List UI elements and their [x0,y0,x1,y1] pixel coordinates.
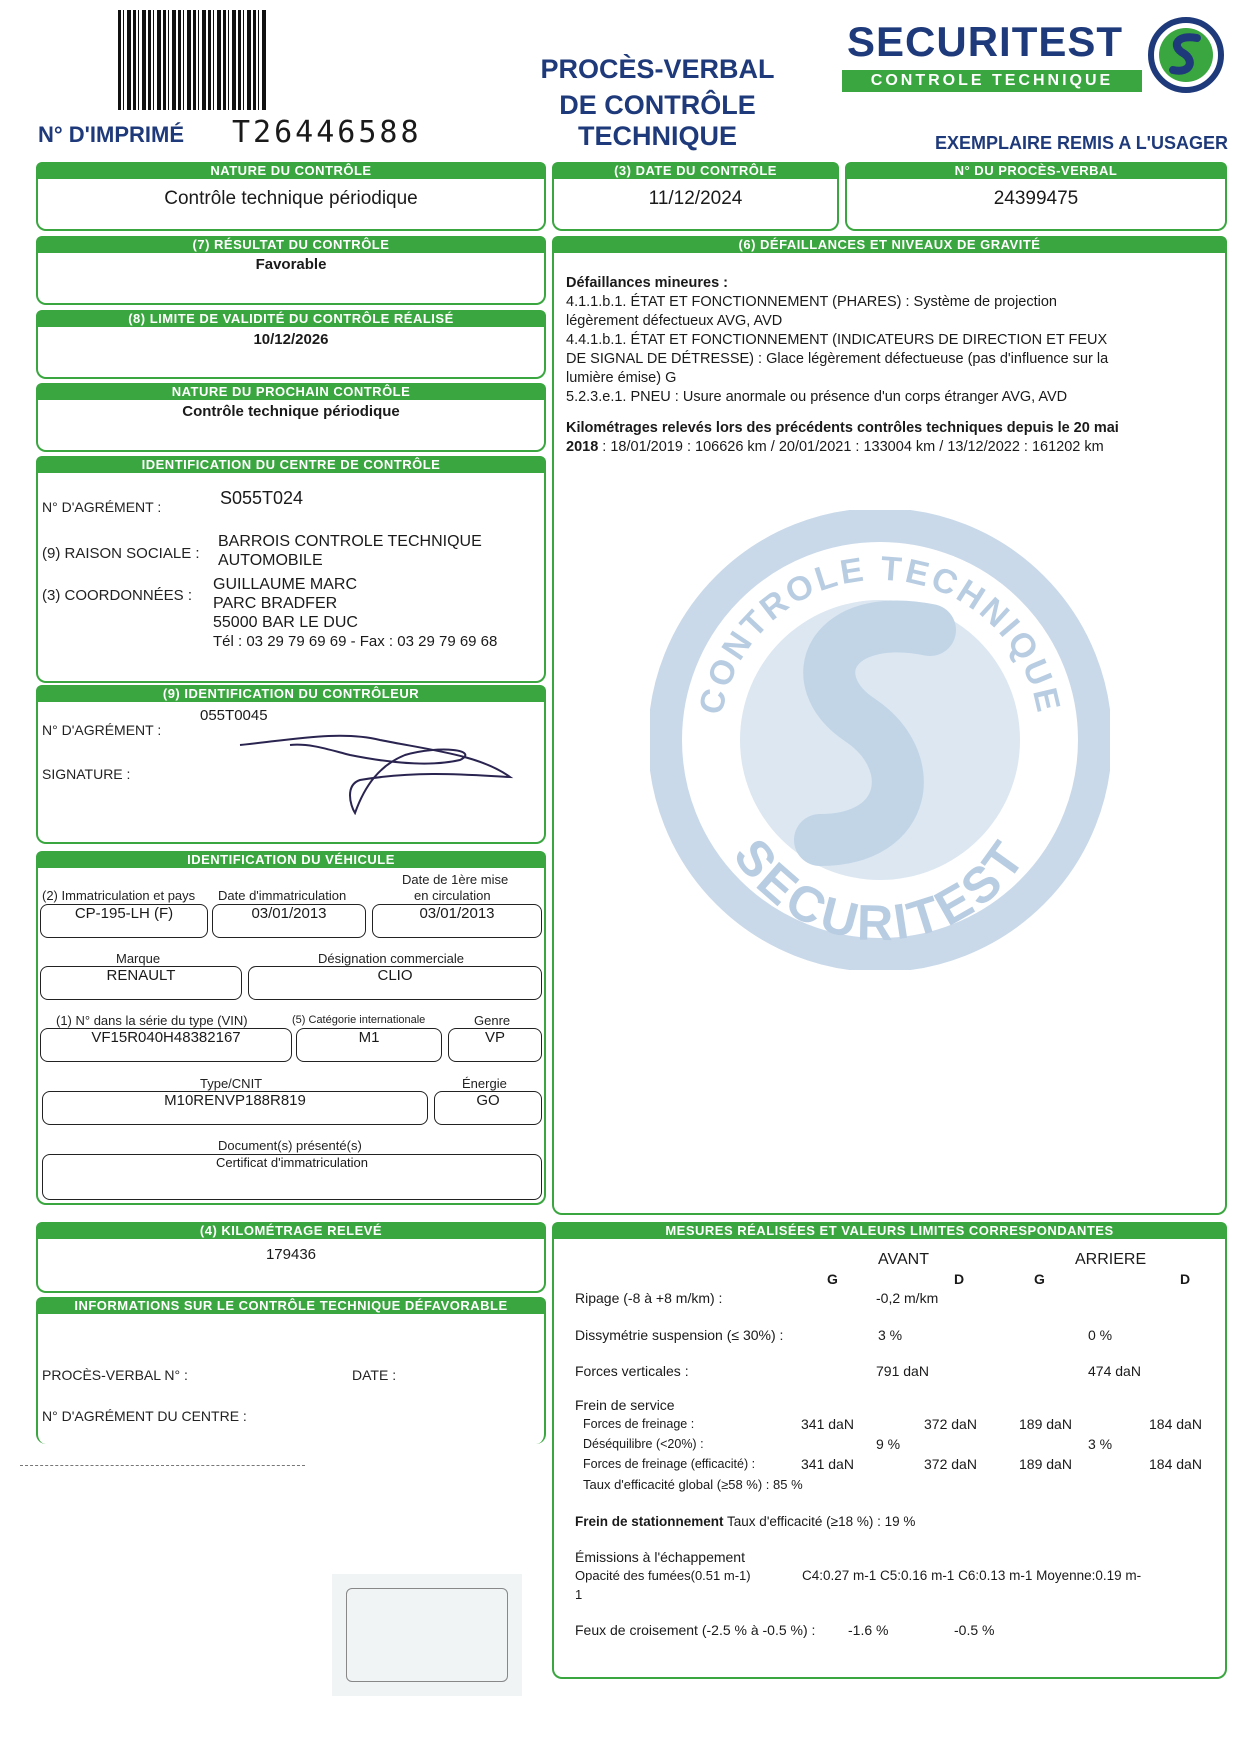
avant-label: AVANT [878,1251,929,1268]
km-history-values: : 18/01/2019 : 106626 km / 20/01/2021 : 133004 km / 13/12/2022 : 161202 km [598,439,1104,455]
categorie-label: (5) Catégorie internationale [292,1014,426,1026]
premiere-circulation-field [372,904,542,938]
ff-arriere-d: 184 daN [1149,1416,1202,1432]
barcode [118,10,266,110]
watermark-bottom-text: SECURITEST [722,828,1038,952]
controleur-agrement-label: N° D'AGRÉMENT : [42,722,162,738]
limite-header: (8) LIMITE DE VALIDITÉ DU CONTRÔLE RÉALISÉ [36,310,546,327]
coordonnees-line3: 55000 BAR LE DUC [213,614,358,631]
coordonnees-label: (3) COORDONNÉES : [42,587,193,604]
feux-croisement-d: -0.5 % [954,1622,995,1638]
prochain-header: NATURE DU PROCHAIN CONTRÔLE [36,383,546,400]
desequilibre-arriere: 3 % [1088,1436,1113,1452]
resultat-header: (7) RÉSULTAT DU CONTRÔLE [36,236,546,253]
ff-efficacite-label: Forces de freinage (efficacité) : [583,1457,756,1471]
coordonnees-phone: Tél : 03 29 79 69 69 - Fax : 03 29 79 69 68 [213,633,498,650]
ffe-avant-g: 341 daN [801,1456,854,1472]
km-history-heading: Kilométrages relevés lors des précédents contrôles techniques depuis le 20 mai [566,420,1119,436]
km-history-year: 2018 [566,439,599,455]
arriere-label: ARRIERE [1075,1251,1147,1268]
stamp-placeholder [332,1574,522,1696]
controleur-header: (9) IDENTIFICATION DU CONTRÔLEUR [36,685,546,702]
raison-sociale-line2: AUTOMOBILE [218,552,323,569]
resultat-value: Favorable [255,256,327,273]
exemplaire-label: EXEMPLAIRE REMIS A L'USAGER [935,133,1228,153]
brand-name: SECURITEST [847,18,1124,65]
defaillance-line: 5.2.3.e.1. PNEU : Usure anormale ou présence d'un corps étranger AVG, AVD [566,389,1068,405]
defavorable-dashed-line [20,1465,305,1466]
vin-field [40,1028,292,1062]
pv-number-value: 24399475 [993,188,1079,209]
desequilibre-avant: 9 % [876,1436,901,1452]
marque-value: RENAULT [106,967,176,984]
frein-service-label: Frein de service [575,1397,675,1413]
defavorable-date-label: DATE : [352,1367,397,1383]
energie-label: Énergie [462,1076,507,1091]
document-title-line1: PROCÈS-VERBAL [540,54,775,84]
documents-label: Document(s) présenté(s) [218,1138,362,1153]
ripage-value: -0,2 m/km [876,1290,939,1306]
kilometrage-header: (4) KILOMÉTRAGE RELEVÉ [36,1222,546,1239]
imprime-value: T26446588 [232,115,422,150]
vehicule-header: IDENTIFICATION DU VÉHICULE [36,851,546,868]
premiere-circulation-value: 03/01/2013 [419,905,495,922]
defaillance-line: 4.1.1.b.1. ÉTAT ET FONCTIONNEMENT (PHARES) : Système de projection [566,294,1057,310]
frein-stationnement [575,1514,915,1529]
marque-field [40,966,242,1000]
centre-agrement-value: S055T024 [220,488,304,508]
designation-value: CLIO [377,967,413,984]
forces-freinage-label: Forces de freinage : [583,1417,695,1431]
prochain-value: Contrôle technique périodique [182,403,400,420]
genre-label: Genre [474,1013,511,1028]
defaillance-line: 4.4.1.b.1. ÉTAT ET FONCTIONNEMENT (INDICATEURS DE DIRECTION ET FEUX [566,332,1108,348]
brand-tagline: CONTROLE TECHNIQUE [842,70,1142,92]
defaillance-line: lumière émise) G [566,370,677,386]
defavorable-agrement-label: N° D'AGRÉMENT DU CENTRE : [42,1408,247,1424]
dissymetrie-avant: 3 % [878,1327,903,1343]
vin-label: (1) N° dans la série du type (VIN) [56,1013,248,1028]
brand-logo [842,16,1227,96]
mesures-header: MESURES RÉALISÉES ET VALEURS LIMITES CORRESPONDANTES [552,1222,1227,1239]
col-arriere-g: G [1034,1271,1045,1287]
date-immat-field [212,904,366,938]
ff-arriere-g: 189 daN [1019,1416,1072,1432]
defavorable-header: INFORMATIONS SUR LE CONTRÔLE TECHNIQUE DÉFAVORABLE [36,1297,546,1314]
defavorable-pv-label: PROCÈS-VERBAL N° : [42,1367,188,1383]
type-cnit-label: Type/CNIT [200,1076,263,1091]
document-title-line2: DE CONTRÔLE TECHNIQUE [559,90,756,151]
ripage-label: Ripage (-8 à +8 m/km) : [575,1290,723,1306]
date-controle-value: 11/12/2024 [648,188,743,209]
energie-field [434,1091,542,1125]
immat-value: CP-195-LH (F) [74,905,174,922]
ffe-avant-d: 372 daN [924,1456,977,1472]
nature-controle-value: Contrôle technique périodique [164,188,418,209]
securitest-watermark [650,510,1110,970]
km-history-line [566,438,1216,457]
categorie-field [296,1028,442,1062]
emissions-label: Émissions à l'échappement [575,1549,745,1565]
ffe-arriere-d: 184 daN [1149,1456,1202,1472]
premiere-circulation-label-2: en circulation [414,888,491,903]
kilometrage-value: 179436 [265,1246,317,1263]
frein-stationnement-label: Frein de stationnement [575,1514,724,1529]
vin-value: VF15R040H48382167 [91,1029,241,1046]
watermark-top-text: CONTROLE TECHNIQUE [692,549,1068,718]
stamp-frame [346,1588,508,1682]
designation-field [248,966,542,1000]
defaillance-line: légèrement défectueux AVG, AVD [566,313,783,329]
opacite-tail: 1 [575,1587,583,1602]
centre-agrement-label: N° D'AGRÉMENT : [42,499,162,515]
brand-s-icon [1147,16,1225,94]
coordonnees-line2: PARC BRADFER [213,595,338,612]
forces-verticales-avant: 791 daN [876,1363,929,1379]
genre-field [448,1028,542,1062]
desequilibre-label: Déséquilibre (<20%) : [583,1437,704,1451]
immat-field [40,904,208,938]
forces-verticales-label: Forces verticales : [575,1363,689,1379]
raison-sociale-line1: BARROIS CONTROLE TECHNIQUE [218,533,482,550]
genre-value: VP [484,1029,505,1046]
frein-stationnement-value: Taux d'efficacité (≥18 %) : 19 % [723,1514,916,1529]
opacite-label: Opacité des fumées(0.51 m-1) [575,1568,751,1583]
ff-avant-d: 372 daN [924,1416,977,1432]
immat-label: (2) Immatriculation et pays [42,888,196,903]
ffe-arriere-g: 189 daN [1019,1456,1072,1472]
limite-value: 10/12/2026 [253,331,329,348]
taux-efficacite-global: Taux d'efficacité global (≥58 %) : 85 % [583,1477,803,1492]
dissymetrie-label: Dissymétrie suspension (≤ 30%) : [575,1327,784,1343]
designation-label: Désignation commerciale [318,951,464,966]
date-controle-header: (3) DATE DU CONTRÔLE [552,162,839,179]
col-avant-g: G [827,1271,838,1287]
centre-header: IDENTIFICATION DU CENTRE DE CONTRÔLE [36,456,546,473]
defaillances-content [566,274,1216,457]
forces-verticales-arriere: 474 daN [1088,1363,1141,1379]
ff-avant-g: 341 daN [801,1416,854,1432]
feux-croisement-g: -1.6 % [848,1622,889,1638]
dissymetrie-arriere: 0 % [1088,1327,1113,1343]
nature-controle-header: NATURE DU CONTRÔLE [36,162,546,179]
signature-label: SIGNATURE : [42,766,131,782]
documents-field [42,1154,542,1200]
defaillances-header: (6) DÉFAILLANCES ET NIVEAUX DE GRAVITÉ [552,236,1227,253]
signature-image [230,725,520,815]
raison-sociale-label: (9) RAISON SOCIALE : [42,545,200,562]
col-arriere-d: D [1180,1271,1191,1287]
defaillances-heading: Défaillances mineures : [566,275,728,291]
categorie-value: M1 [358,1029,380,1046]
documents-value: Certificat d'immatriculation [215,1155,369,1170]
feux-croisement-label: Feux de croisement (-2.5 % à -0.5 %) : [575,1622,816,1638]
controleur-agrement-value: 055T0045 [200,707,268,724]
defaillance-line: DE SIGNAL DE DÉTRESSE) : Glace légèrement défectueuse (pas d'influence sur la [566,351,1109,367]
marque-label: Marque [116,951,161,966]
type-cnit-field [42,1091,428,1125]
col-avant-d: D [954,1271,965,1287]
date-immat-value: 03/01/2013 [251,905,327,922]
pv-number-header: N° DU PROCÈS-VERBAL [845,162,1227,179]
energie-value: GO [476,1092,500,1109]
date-immat-label: Date d'immatriculation [218,888,347,903]
opacite-values: C4:0.27 m-1 C5:0.16 m-1 C6:0.13 m-1 Moyenne:0.19 m- [802,1568,1142,1583]
imprime-label: N° D'IMPRIMÉ [38,122,185,147]
type-cnit-value: M10RENVP188R819 [164,1092,306,1109]
coordonnees-line1: GUILLAUME MARC [213,576,358,593]
premiere-circulation-label-1: Date de 1ère mise [402,872,509,887]
